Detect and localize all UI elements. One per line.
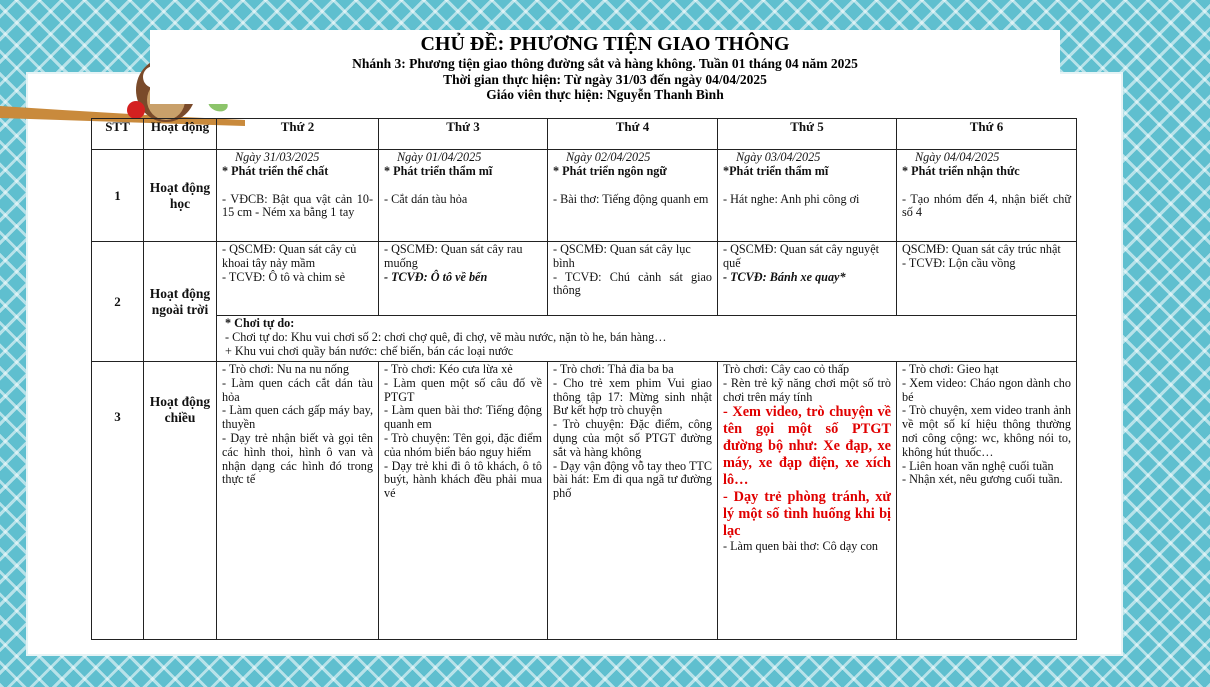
cell-wed [548, 242, 718, 316]
game: - TCVĐ: Ô tô về bến [384, 269, 488, 284]
list-item: Trò chơi: Cây cao cỏ thấp [723, 362, 850, 376]
table-row [92, 362, 1077, 640]
col-activity: Hoạt động [144, 119, 217, 150]
time-line: Thời gian thực hiện: Từ ngày 31/03 đến ngày 04/04/2025 [443, 71, 767, 87]
date: Ngày 01/04/2025 [397, 150, 482, 164]
list-item: - Làm quen bài thơ: Tiếng động quanh em [384, 403, 542, 432]
list-item: - Xem video: Cháo ngon dành cho bé [902, 375, 1071, 404]
cell-tue [379, 242, 548, 316]
col-tue: Thứ 3 [379, 119, 548, 150]
domain-label: * Phát triển thẩm mĩ [384, 163, 493, 178]
date: Ngày 03/04/2025 [736, 150, 821, 164]
list-item: - Trò chơi: Gieo hạt [902, 362, 999, 376]
col-thu: Thứ 5 [718, 119, 897, 150]
game: - TCVĐ: Ô tô và chim sẻ [222, 269, 345, 284]
row-activity: Hoạt động ngoài trời [144, 242, 217, 362]
cell-thu [718, 242, 897, 316]
list-item: - Rèn trẻ kỹ năng chơi một số trò chơi trên máy tính [723, 375, 891, 404]
cell-fri [897, 242, 1077, 316]
list-item: - Cho trẻ xem phim Vui giao thông tập 17: Mừng sinh nhật Bư kết hợp trò chuyện [553, 375, 712, 418]
cell-mon [217, 242, 379, 316]
row-activity: Hoạt động học [144, 150, 217, 242]
game: - TCVĐ: Bánh xe quay* [723, 269, 846, 284]
game: - TCVĐ: Lộn cầu vồng [902, 255, 1016, 270]
date: Ngày 31/03/2025 [235, 150, 320, 164]
game: - TCVĐ: Chú cảnh sát giao thông [553, 269, 712, 298]
highlight-item: - Xem video, trò chuyện về tên gọi một số PTGT đường bộ như: Xe đạp, xe máy, xe đạp điện, xe xích lô… [723, 404, 891, 489]
cell-mon [217, 150, 379, 242]
list-item: - Dạy vận động vỗ tay theo TTC bài hát: Em đi qua ngã tư đường phố [553, 458, 712, 501]
lesson: - Cắt dán tàu hỏa [384, 191, 468, 206]
domain-label: * Phát triển thể chất [222, 163, 329, 178]
list-item: - Trò chơi: Kéo cưa lừa xẻ [384, 362, 513, 376]
list-item: - Dạy trẻ nhận biết và gọi tên các hình thoi, hình ô van và nhận dạng các hình đó trong thực tế [222, 430, 373, 487]
page-title: CHỦ ĐỀ: PHƯƠNG TIỆN GIAO THÔNG [420, 33, 790, 55]
lesson: - Bài thơ: Tiếng động quanh em [553, 191, 709, 206]
observation: - QSCMĐ: Quan sát cây củ khoai tây nảy mầm [222, 242, 357, 270]
free-play-2: + Khu vui chơi quầy bán nước: chế biến, bán các loại nước [225, 343, 514, 358]
date: Ngày 04/04/2025 [915, 150, 1000, 164]
lesson: - VĐCB: Bật qua vật cản 10-15 cm - Ném xa bằng 1 tay [222, 191, 373, 220]
free-play-cell [217, 316, 1077, 362]
col-stt: STT [92, 119, 144, 150]
free-play-title: * Chơi tự do: [225, 316, 295, 330]
list-item: - Trò chơi: Nu na nu nống [222, 362, 349, 376]
list-item: - Trò chuyện: Đặc điểm, công dụng của một số PTGT đường sắt và hàng không [553, 417, 712, 459]
table-row [92, 150, 1077, 242]
list-item: - Trò chuyện, xem video tranh ảnh về một số kí hiệu thông thường nơi công cộng: wc, không nói to, không hút thuốc… [902, 403, 1071, 459]
col-wed: Thứ 4 [548, 119, 718, 150]
domain-label: * Phát triển nhận thức [902, 163, 1020, 178]
col-mon: Thứ 2 [217, 119, 379, 150]
list-item: - Trò chuyện: Tên gọi, đặc điểm của nhóm biển báo nguy hiểm [384, 430, 542, 459]
list-item: - Nhận xét, nêu gương cuối tuần. [902, 472, 1063, 487]
cell-fri [897, 362, 1077, 640]
domain-label: *Phát triển thẩm mĩ [723, 163, 829, 178]
observation: QSCMĐ: Quan sát cây trúc nhật [902, 242, 1061, 256]
header [150, 30, 1060, 104]
table-row [92, 316, 1077, 362]
header-row [92, 119, 1077, 150]
domain-label: * Phát triển ngôn ngữ [553, 163, 667, 178]
highlight-item: - Dạy trẻ phòng tránh, xử lý một số tình huống khi bị lạc [723, 489, 891, 540]
cell-fri [897, 150, 1077, 242]
free-play-1: - Chơi tự do: Khu vui chơi số 2: chơi chợ quê, đi chợ, vẽ màu nước, nặn tò he, bán hàng… [225, 329, 667, 344]
cell-thu [718, 150, 897, 242]
col-fri: Thứ 6 [897, 119, 1077, 150]
cell-tue [379, 150, 548, 242]
lesson: - Tạo nhóm đến 4, nhận biết chữ số 4 [902, 191, 1071, 220]
cell-mon [217, 362, 379, 640]
cell-thu [718, 362, 897, 640]
list-item: - Dạy trẻ khi đi ô tô khách, ô tô buýt, hành khách đều phải mua vé [384, 458, 542, 501]
list-item: - Làm quen cách gấp máy bay, thuyền [222, 403, 373, 432]
date: Ngày 02/04/2025 [566, 150, 651, 164]
observation: - QSCMĐ: Quan sát cây nguyệt quế [723, 242, 880, 270]
cell-wed [548, 362, 718, 640]
branch-line: Nhánh 3: Phương tiện giao thông đường sắt và hàng không. Tuần 01 tháng 04 năm 2025 [352, 56, 858, 71]
row-stt: 2 [92, 242, 144, 362]
list-item: - Làm quen bài thơ: Cô dạy con [723, 539, 879, 554]
teacher-line: Giáo viên thực hiện: Nguyễn Thanh Bình [486, 87, 724, 102]
list-item: - Làm quen một số câu đố về PTGT [384, 375, 542, 404]
schedule-table [91, 118, 1077, 640]
list-item: - Trò chơi: Thả đỉa ba ba [553, 362, 674, 376]
row-stt: 1 [92, 150, 144, 242]
table-row [92, 242, 1077, 316]
observation: - QSCMĐ: Quan sát cây lục bình [553, 242, 691, 270]
cell-tue [379, 362, 548, 640]
lesson: - Hát nghe: Anh phi công ơi [723, 191, 860, 206]
cell-wed [548, 150, 718, 242]
observation: - QSCMĐ: Quan sát cây rau muống [384, 242, 523, 270]
row-stt: 3 [92, 362, 144, 640]
list-item: - Liên hoan văn nghệ cuối tuần [902, 458, 1054, 473]
row-activity: Hoạt động chiều [144, 362, 217, 640]
list-item: - Làm quen cách cắt dán tàu hỏa [222, 375, 373, 404]
